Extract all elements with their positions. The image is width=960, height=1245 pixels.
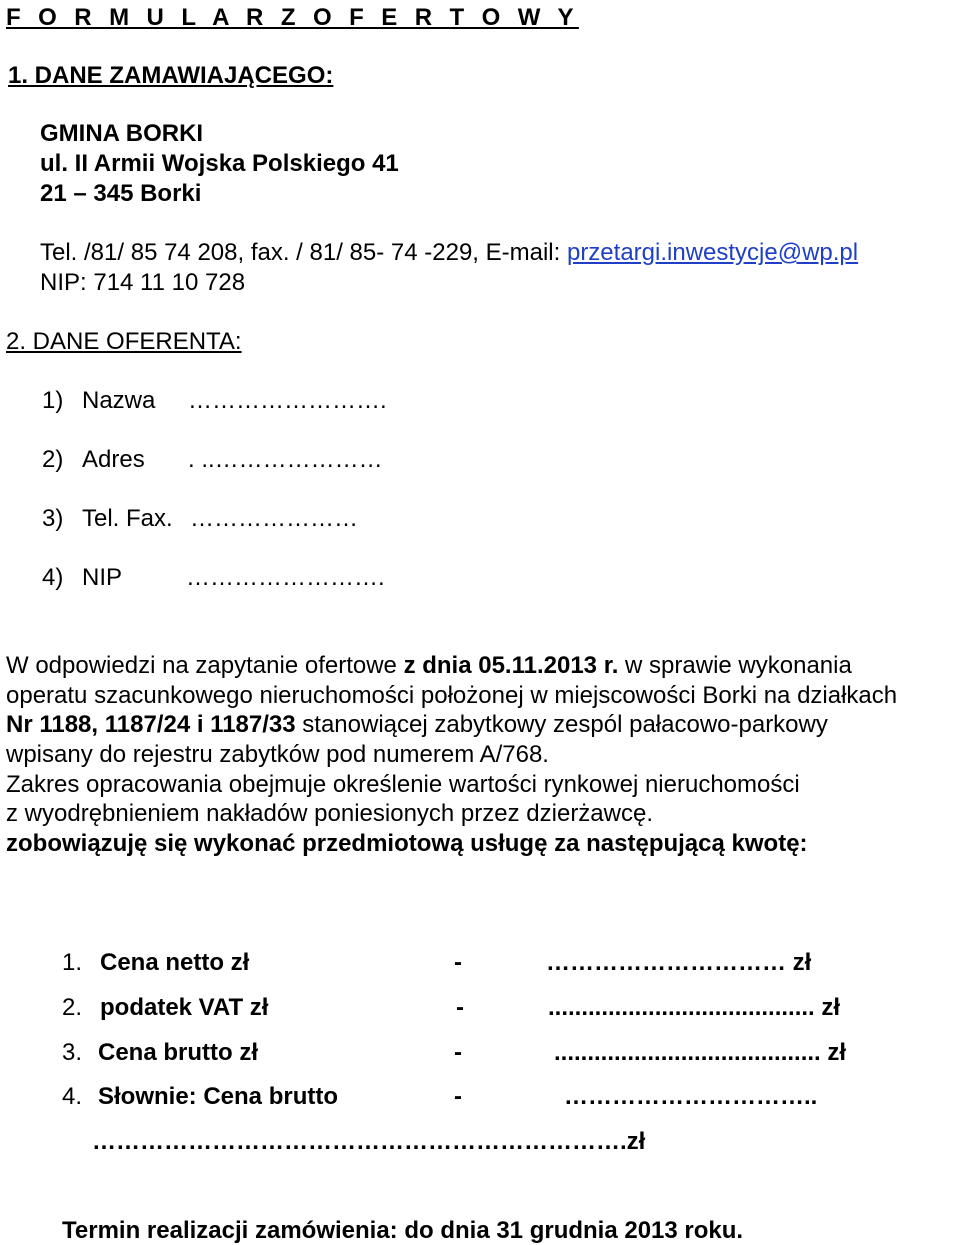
- address-blank-prefix: . ..: [188, 446, 215, 473]
- paragraph-line-2: operatu szacunkowego nieruchomości położonej w miejscowości Borki na działkach: [6, 682, 898, 709]
- field-label: Nazwa: [82, 387, 156, 414]
- plot-numbers: Nr 1188, 1187/24 i 1187/33: [6, 711, 296, 738]
- paragraph-line-3: [6, 711, 828, 739]
- row-label: Cena brutto zł: [98, 1039, 258, 1066]
- row-number: 3.: [62, 1039, 83, 1066]
- inquiry-date: z dnia 05.11.2013 r.: [403, 652, 619, 679]
- field-number: 3): [42, 505, 64, 532]
- row-number: 2.: [62, 994, 83, 1021]
- bidder-field-phone-fax: [42, 505, 358, 533]
- section-ordering-party-heading: 1. DANE ZAMAWIAJĄCEGO:: [8, 62, 334, 89]
- org-name: GMINA BORKI: [40, 120, 204, 147]
- field-label: Adres: [82, 446, 145, 473]
- words-continuation-blank[interactable]: ………………………………………………………….zł: [92, 1128, 646, 1155]
- net-price-blank[interactable]: ………………………… zł: [546, 949, 812, 976]
- row-dash: -: [456, 994, 464, 1021]
- phone-fax-blank[interactable]: …………………: [190, 505, 358, 532]
- row-dash: -: [454, 1083, 462, 1110]
- row-label: podatek VAT zł: [100, 994, 269, 1021]
- org-nip: NIP: 714 11 10 728: [40, 269, 246, 296]
- bidder-field-name: [42, 387, 387, 415]
- text: w sprawie wykonania: [618, 652, 852, 679]
- row-dash: -: [454, 1039, 462, 1066]
- name-blank[interactable]: …………………….: [188, 387, 387, 414]
- price-row-net: [62, 949, 811, 977]
- form-title: F O R M U L A R Z O F E R T O W Y: [6, 4, 579, 31]
- email-link[interactable]: przetargi.inwestycje@wp.pl: [566, 239, 859, 266]
- field-number: 4): [42, 564, 64, 591]
- paragraph-line-1: [6, 652, 852, 680]
- row-dash: -: [454, 949, 462, 976]
- paragraph-line-4: wpisany do rejestru zabytków pod numerem A/768.: [6, 741, 549, 768]
- row-label: Słownie: Cena brutto: [98, 1083, 338, 1110]
- address-blank[interactable]: …………………: [214, 446, 383, 473]
- nip-blank[interactable]: …………………….: [186, 564, 385, 591]
- bidder-field-address: [42, 446, 383, 474]
- field-label: Tel. Fax.: [82, 505, 173, 532]
- field-number: 1): [42, 387, 64, 414]
- gross-price-blank[interactable]: ........................................ zł: [554, 1039, 847, 1066]
- price-row-gross: [62, 1039, 846, 1067]
- price-row-words: [62, 1083, 817, 1111]
- completion-deadline: Termin realizacji zamówienia: do dnia 31 grudnia 2013 roku.: [62, 1217, 744, 1244]
- field-label: NIP: [82, 564, 123, 591]
- org-postal: 21 – 345 Borki: [40, 180, 202, 207]
- price-row-vat: [62, 994, 840, 1022]
- row-number: 4.: [62, 1083, 83, 1110]
- contact-text: Tel. /81/ 85 74 208, fax. / 81/ 85- 74 -229, E-mail:: [40, 239, 567, 266]
- text: stanowiącej zabytkowy zespól pałacowo-parkowy: [295, 711, 828, 738]
- bidder-field-nip: [42, 564, 385, 592]
- paragraph-line-6: z wyodrębnieniem nakładów poniesionych przez dzierżawcę.: [6, 800, 654, 827]
- commitment-statement: zobowiązuję się wykonać przedmiotową usługę za następującą kwotę:: [6, 830, 808, 857]
- row-label: Cena netto zł: [100, 949, 250, 976]
- org-street: ul. II Armii Wojska Polskiego 41: [40, 150, 399, 177]
- row-number: 1.: [62, 949, 83, 976]
- text: W odpowiedzi na zapytanie ofertowe: [6, 652, 404, 679]
- vat-blank[interactable]: ........................................ zł: [548, 994, 841, 1021]
- words-blank[interactable]: …………………………..: [564, 1083, 818, 1110]
- field-number: 2): [42, 446, 64, 473]
- section-bidder-heading: 2. DANE OFERENTA:: [6, 328, 242, 355]
- paragraph-line-5: Zakres opracowania obejmuje określenie wartości rynkowej nieruchomości: [6, 771, 800, 798]
- org-contact: [40, 239, 858, 267]
